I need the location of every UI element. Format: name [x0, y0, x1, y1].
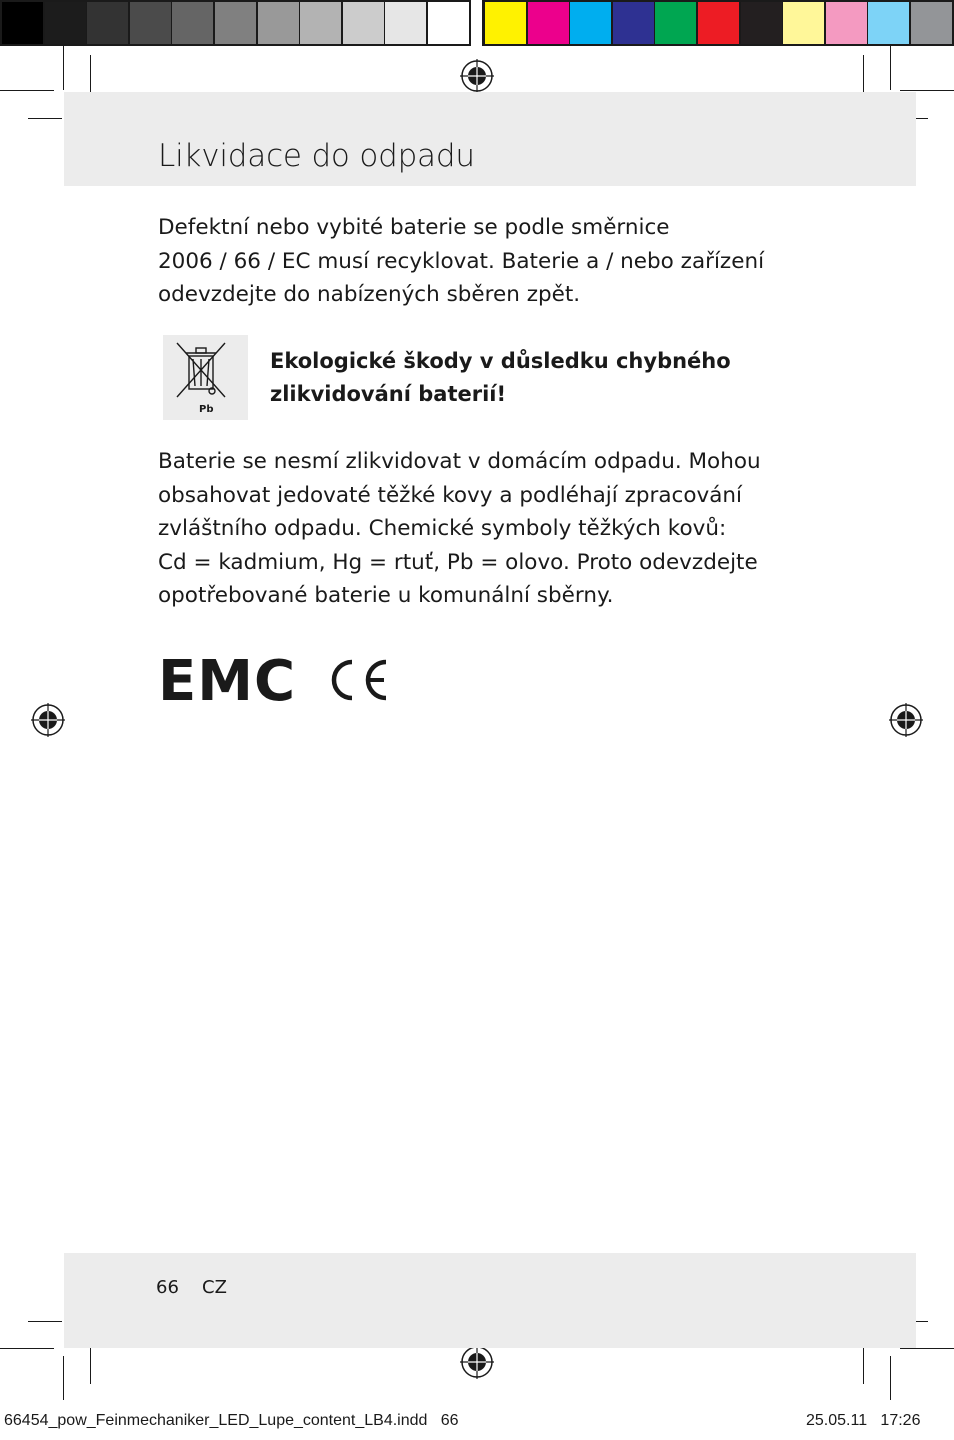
crop-mark — [63, 1356, 64, 1400]
footer-band — [64, 1253, 916, 1348]
color-swatch — [655, 2, 696, 44]
color-swatch — [87, 2, 128, 44]
crop-mark — [890, 46, 891, 90]
crop-mark — [63, 46, 64, 90]
warning-text — [270, 345, 830, 411]
crop-mark — [0, 90, 54, 91]
text-line: obsahovat jedovaté těžké kovy a podléhají zpracování — [158, 482, 742, 508]
registration-mark-icon — [31, 703, 65, 737]
color-swatch — [570, 2, 611, 44]
crop-mark — [0, 1348, 54, 1349]
color-swatch — [343, 2, 384, 44]
color-swatch — [613, 2, 654, 44]
crossed-out-wheelie-bin-icon — [163, 335, 248, 420]
language-code: CZ — [202, 1277, 227, 1298]
registration-mark-icon — [460, 59, 494, 93]
emc-label: EMC — [158, 649, 297, 714]
registration-mark-icon — [889, 703, 923, 737]
color-swatch — [826, 2, 867, 44]
crop-mark — [900, 90, 954, 91]
text-line: odevzdejte do nabízených sběren zpět. — [158, 282, 581, 307]
color-swatch — [45, 2, 86, 44]
text-line: Ekologické škody v důsledku chybného — [270, 349, 731, 373]
color-swatch — [783, 2, 824, 44]
text-line: Defektní nebo vybité baterie se podle směrnice — [158, 215, 670, 240]
page-title: Likvidace do odpadu — [158, 138, 475, 174]
color-swatch — [258, 2, 299, 44]
crop-mark — [28, 118, 62, 119]
color-swatch — [698, 2, 739, 44]
color-swatch — [428, 2, 469, 44]
color-swatch — [215, 2, 256, 44]
text-line: zvláštního odpadu. Chemické symboly těžkých kovů: — [158, 516, 727, 541]
color-swatch — [868, 2, 909, 44]
slug-date: 25.05.11 17:26 — [806, 1412, 921, 1429]
crop-mark — [900, 1348, 954, 1349]
crop-mark — [28, 1321, 62, 1322]
color-swatch — [911, 2, 952, 44]
crop-mark — [890, 1356, 891, 1400]
color-swatch — [485, 2, 526, 44]
slug-filename: 66454_pow_Feinmechaniker_LED_Lupe_content_LB4.indd 66 — [4, 1412, 459, 1429]
registration-mark-icon — [460, 1345, 494, 1379]
color-swatch — [385, 2, 426, 44]
bin-label: Pb — [199, 404, 214, 415]
text-line: 2006 / 66 / EC musí recyklovat. Baterie a / nebo zařízení — [158, 248, 765, 274]
intro-paragraph — [158, 211, 838, 312]
color-swatch — [741, 2, 782, 44]
page-number: 66 — [156, 1277, 179, 1298]
color-swatch — [172, 2, 213, 44]
color-swatch — [130, 2, 171, 44]
text-line: Baterie se nesmí zlikvidovat v domácím odpadu. Mohou — [158, 449, 761, 474]
ce-mark-icon — [322, 656, 392, 704]
text-line: opotřebované baterie u komunální sběrny. — [158, 583, 614, 608]
color-swatch — [528, 2, 569, 44]
color-swatch — [300, 2, 341, 44]
text-line: Cd = kadmium, Hg = rtuť, Pb = olovo. Proto odevzdejte — [158, 549, 758, 575]
body-paragraph — [158, 445, 838, 613]
text-line: zlikvidování baterií! — [270, 382, 507, 406]
color-swatch — [2, 2, 43, 44]
